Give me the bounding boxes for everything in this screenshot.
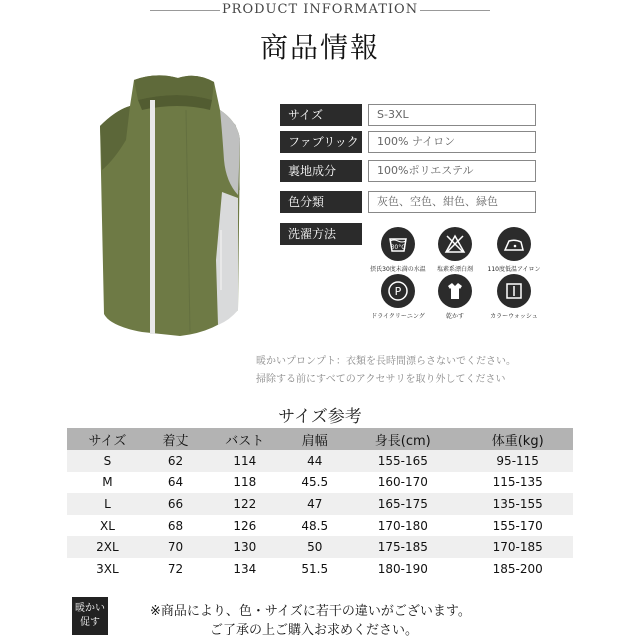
vest-illustration xyxy=(86,70,262,345)
header-rule-right xyxy=(420,10,490,11)
table-cell: 45.5 xyxy=(286,472,343,494)
column-header: 着丈 xyxy=(148,428,203,450)
table-cell: 72 xyxy=(148,558,203,580)
table-cell: 114 xyxy=(203,450,286,472)
table-cell: 70 xyxy=(148,536,203,558)
size-table-header xyxy=(67,428,573,450)
color-wash-icon xyxy=(497,274,531,308)
spec-row-lining xyxy=(280,160,536,182)
svg-text:P: P xyxy=(394,285,402,298)
table-cell: 160-170 xyxy=(343,472,462,494)
table-cell: 155-165 xyxy=(343,450,462,472)
spec-label: サイズ xyxy=(280,104,362,126)
disclaimer-line: ご了承の上ご購入お求めください。 xyxy=(210,623,419,638)
badge-line: 暖かい xyxy=(75,603,105,614)
table-cell: 134 xyxy=(203,558,286,580)
table-row xyxy=(67,536,573,558)
wash-caption: 摂氏30度未満の水温 xyxy=(370,266,426,273)
product-image xyxy=(86,70,262,345)
spec-label: ファブリック xyxy=(280,131,362,153)
table-cell: 115-135 xyxy=(462,472,573,494)
table-cell: 95-115 xyxy=(462,450,573,472)
table-cell: 44 xyxy=(286,450,343,472)
table-row xyxy=(67,558,573,580)
spec-value: S-3XL xyxy=(368,104,536,126)
size-table-title: サイズ参考 xyxy=(278,407,362,427)
table-cell: M xyxy=(67,472,148,494)
dry-clean-icon xyxy=(381,274,415,308)
size-table xyxy=(67,428,573,580)
column-header: バスト xyxy=(203,428,286,450)
table-row xyxy=(67,472,573,494)
svg-text:30°C: 30°C xyxy=(390,244,406,251)
table-cell: 130 xyxy=(203,536,286,558)
warm-reminder-badge xyxy=(72,597,108,635)
table-cell: 68 xyxy=(148,515,203,537)
table-cell: 170-185 xyxy=(462,536,573,558)
table-cell: 155-170 xyxy=(462,515,573,537)
table-cell: 135-155 xyxy=(462,493,573,515)
iron-low-icon xyxy=(497,227,531,261)
table-row xyxy=(67,493,573,515)
table-cell: 170-180 xyxy=(343,515,462,537)
table-cell: 50 xyxy=(286,536,343,558)
no-bleach-icon xyxy=(438,227,472,261)
column-header: サイズ xyxy=(67,428,148,450)
column-header: 身長(cm) xyxy=(343,428,462,450)
care-notice-line: 掃除する前にすべてのアクセサリを取り外してください xyxy=(256,374,506,385)
spec-row-colors xyxy=(280,191,536,213)
table-row xyxy=(67,450,573,472)
table-cell: 175-185 xyxy=(343,536,462,558)
table-cell: 165-175 xyxy=(343,493,462,515)
wash-caption: 110度低温アイロン xyxy=(487,266,541,273)
column-header: 肩幅 xyxy=(286,428,343,450)
spec-row-size xyxy=(280,104,536,126)
table-cell: 66 xyxy=(148,493,203,515)
table-cell: 64 xyxy=(148,472,203,494)
table-cell: 3XL xyxy=(67,558,148,580)
spec-label: 色分類 xyxy=(280,191,362,213)
column-header: 体重(kg) xyxy=(462,428,573,450)
spec-row-fabric xyxy=(280,131,536,153)
wash-30-icon xyxy=(381,227,415,261)
table-cell: 185-200 xyxy=(462,558,573,580)
table-cell: 180-190 xyxy=(343,558,462,580)
spec-label: 裏地成分 xyxy=(280,160,362,182)
badge-line: 促す xyxy=(80,617,100,628)
spec-value: 100%ポリエステル xyxy=(368,160,536,182)
spec-value: 100% ナイロン xyxy=(368,131,536,153)
spec-label: 洗濯方法 xyxy=(280,223,362,245)
table-cell: 48.5 xyxy=(286,515,343,537)
table-cell: 51.5 xyxy=(286,558,343,580)
spec-value: 灰色、空色、紺色、緑色 xyxy=(368,191,536,213)
table-cell: 2XL xyxy=(67,536,148,558)
table-cell: 62 xyxy=(148,450,203,472)
table-cell: 47 xyxy=(286,493,343,515)
table-cell: 118 xyxy=(203,472,286,494)
table-cell: XL xyxy=(67,515,148,537)
hang-dry-icon xyxy=(438,274,472,308)
product-information-title: PRODUCT INFORMATION xyxy=(221,2,419,17)
wash-caption: 乾かす xyxy=(445,313,464,320)
wash-caption: カラーウォッシュ xyxy=(490,313,538,320)
table-row xyxy=(67,515,573,537)
page-title: 商品情報 xyxy=(259,31,380,64)
wash-caption: ドライクリーニング xyxy=(371,313,425,320)
table-cell: 126 xyxy=(203,515,286,537)
table-cell: S xyxy=(67,450,148,472)
care-notice-line: 暖かいプロンプト：衣類を長時間漂らさないでください。 xyxy=(256,356,516,367)
table-cell: L xyxy=(67,493,148,515)
disclaimer-line: ※商品により、色・サイズに若干の違いがございます。 xyxy=(150,604,471,619)
table-cell: 122 xyxy=(203,493,286,515)
wash-caption: 塩素系漂白剤 xyxy=(436,266,473,273)
